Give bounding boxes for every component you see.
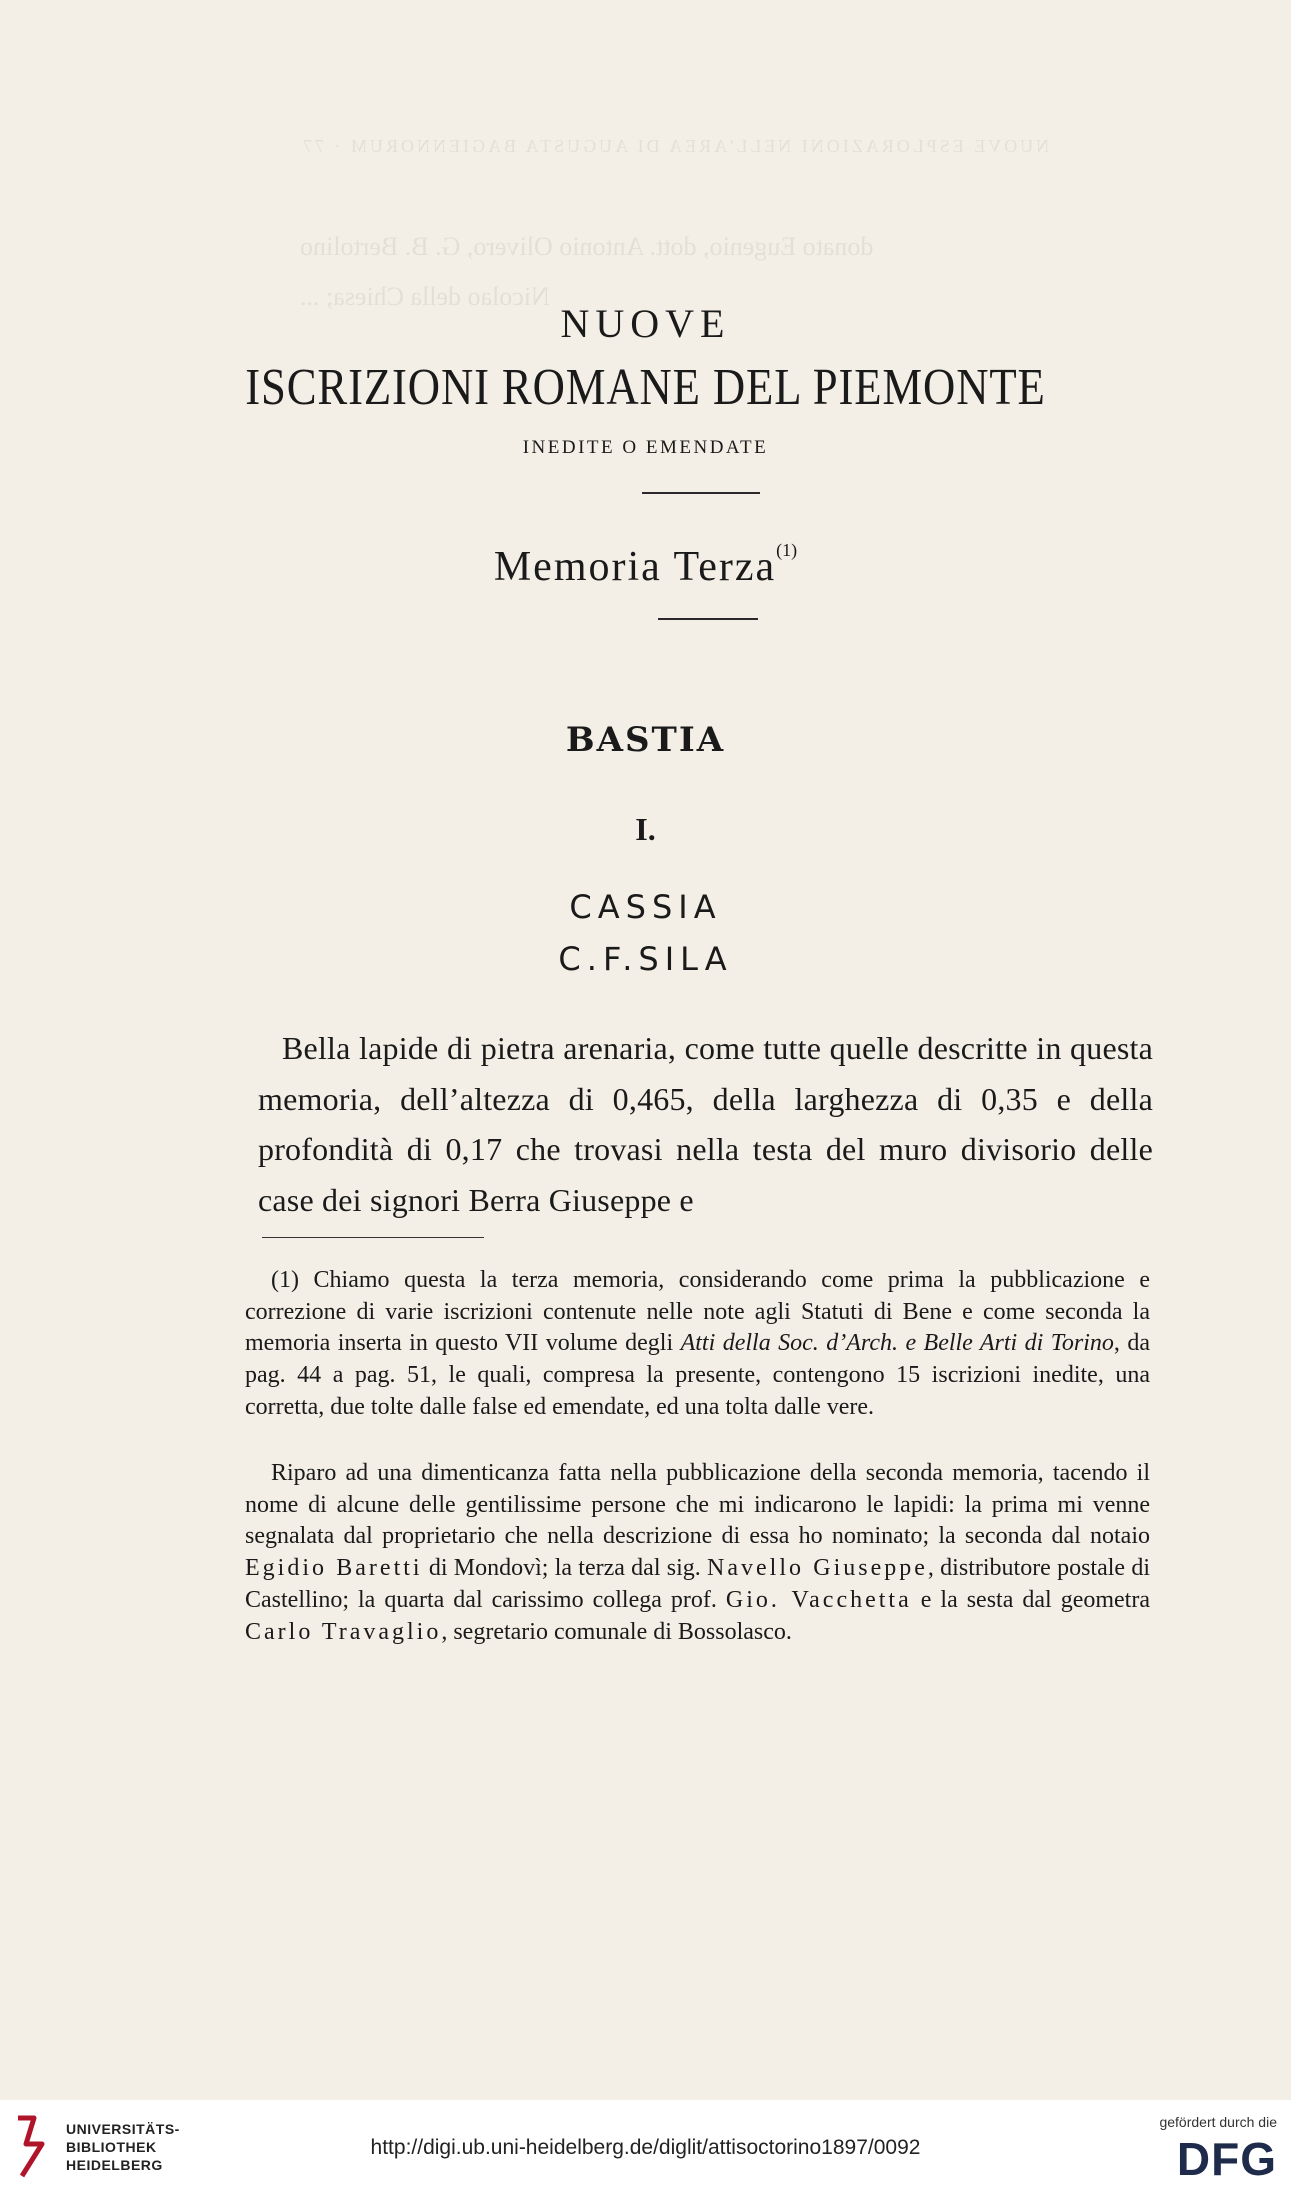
heading-nuove: NUOVE — [560, 301, 731, 346]
inscription-line: C.F.SILA — [558, 940, 733, 978]
footnote-title: Atti della Soc. d’Arch. e Belle Arti di Torino — [680, 1330, 1114, 1357]
person-name: Egidio Baretti — [245, 1555, 423, 1582]
memoria-title: Memoria Terza — [493, 544, 777, 590]
page-subtitle: INEDITE O EMENDATE — [522, 437, 769, 458]
dfg-logo: DFG — [1176, 2133, 1277, 2185]
memoria-heading — [0, 540, 1291, 591]
footnote-divider — [262, 1237, 484, 1238]
section-numeral: I. — [635, 811, 656, 847]
bleed-through-header: NUOVE ESPLORAZIONI NELL'AREA DI AUGUSTA BAGIENNORUM · 77 — [300, 136, 1050, 156]
footnote-ref: (1) — [776, 540, 798, 560]
library-name-line: HEIDELBERG — [66, 2157, 163, 2173]
memoria-divider — [658, 618, 758, 620]
funding-label: gefördert durch die — [1159, 2114, 1277, 2130]
bleed-through-line: Nicolao della Chiesa; ... — [300, 282, 550, 311]
title-divider — [642, 492, 760, 494]
footnote-text: e la sesta dal geometra — [911, 1586, 1150, 1613]
footnote-text: Riparo ad una dimenticanza fatta nella pubblicazione della seconda memoria, tacendo il nome di alcune delle gentilissime persone che mi indicarono le lapidi: la prima mi venne segnalata dal proprietario che nella descrizione di essa ho nominato; la seconda dal notaio — [245, 1460, 1150, 1550]
page-title: ISCRIZIONI ROMANE DEL PIEMONTE — [245, 359, 1046, 416]
person-name: Navello Giuseppe — [707, 1555, 928, 1582]
footnote-2 — [245, 1458, 1150, 1648]
library-name-line: BIBLIOTHEK — [66, 2139, 157, 2155]
footnote-text: di Mondovì; la terza dal sig. — [422, 1555, 708, 1582]
footnote-text: , segretario comunale di Bossolasco. — [441, 1618, 792, 1645]
library-name-line: UNIVERSITÄTS- — [66, 2121, 180, 2137]
body-paragraph: Bella lapide di pietra arenaria, come tutte quelle descritte in questa memoria, dell’altezza di 0,465, della larghezza di 0,35 e della profondità di 0,17 che trovasi nella testa del muro divisorio delle case dei signori Berra Giuseppe e — [258, 1030, 1153, 1218]
person-name: Carlo Travaglio — [245, 1618, 442, 1645]
footer-bar — [0, 2100, 1291, 2194]
footnote-text: (1) Chiamo questa la terza memoria, considerando come prima la pubblicazione e correzione di varie iscrizioni contenute nelle note agli Statuti di Bene e come seconda la memoria inserta in questo VII volume degli — [245, 1267, 1150, 1357]
person-name: Gio. Vacchetta — [725, 1586, 912, 1613]
footnote-1 — [245, 1265, 1150, 1424]
permalink[interactable]: http://digi.ub.uni-heidelberg.de/diglit/attisoctorino1897/0092 — [370, 2136, 921, 2159]
footnote-text: , da pag. 44 a pag. 51, le quali, compresa la presente, contengono 15 iscrizioni inedite, una corretta, due tolte dalle false ed emendate, ed una tolta dalle vere. — [245, 1330, 1151, 1420]
bleed-through-line: donato Eugenio, dott. Antonio Olivero, G. B. Bertolino — [300, 232, 874, 261]
footnote-text: , distributore postale di Castellino; la quarta dal carissimo collega prof. — [245, 1555, 1151, 1613]
section-heading: BASTIA — [565, 720, 726, 760]
inscription-line: CASSIA — [569, 888, 722, 926]
